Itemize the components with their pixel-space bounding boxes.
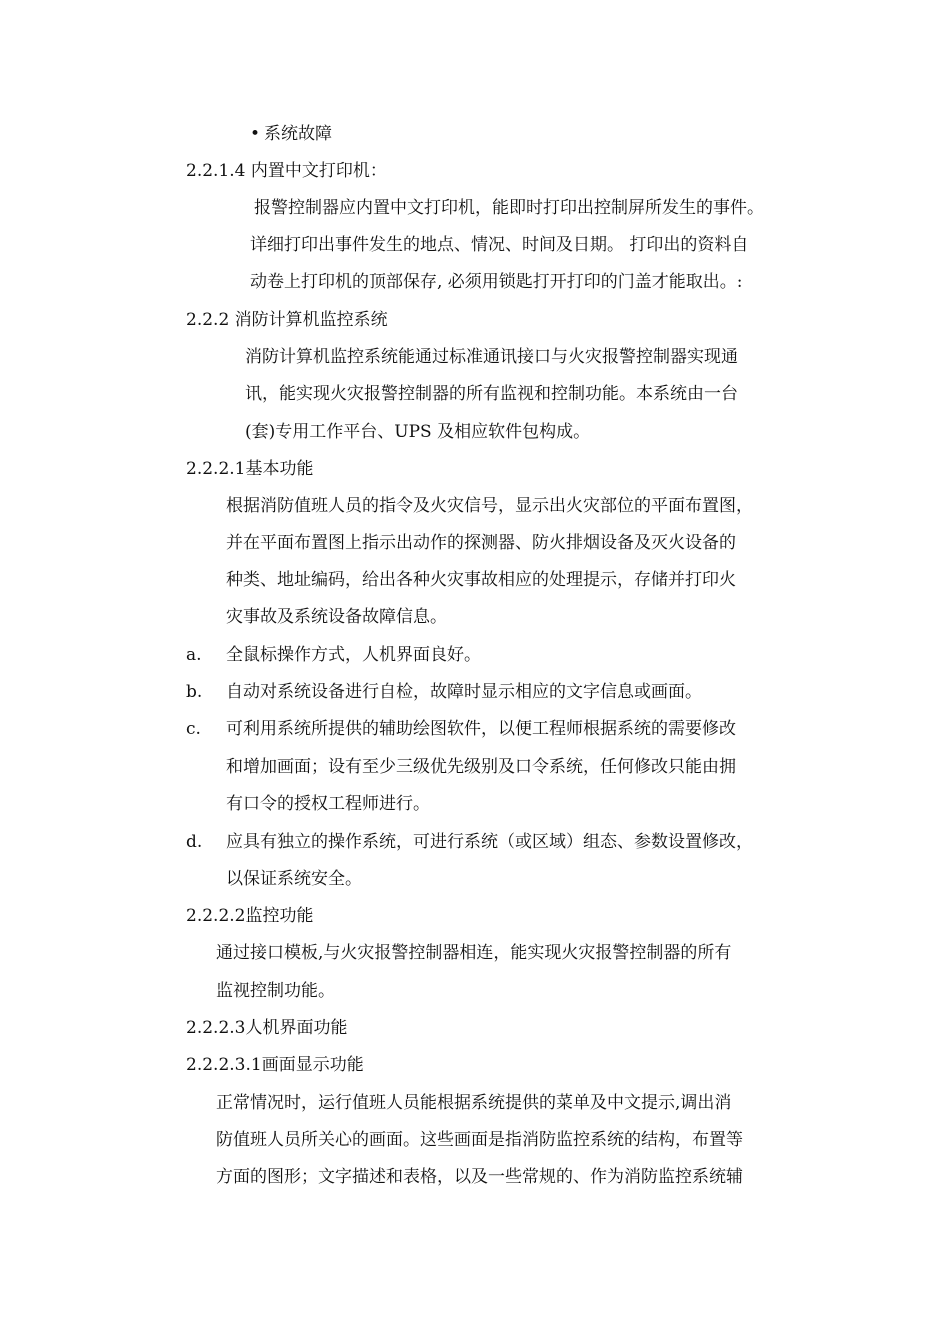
bullet-marker: •	[250, 124, 261, 144]
paragraph-line: 防值班人员所关心的画面。这些画面是指消防监控系统的结构，布置等	[216, 1130, 743, 1150]
list-item: 全鼠标操作方式，人机界面良好。	[226, 645, 481, 665]
section-heading-2-2-2-2: 2.2.2.2监控功能	[186, 906, 314, 926]
paragraph-line: 灾事故及系统设备故障信息。	[226, 607, 447, 627]
paragraph-line: 正常情况时，运行值班人员能根据系统提供的菜单及中文提示,调出消	[216, 1093, 732, 1113]
list-marker: a.	[186, 645, 202, 665]
list-item-continuation: 有口令的授权工程师进行。	[226, 794, 430, 814]
list-item: 应具有独立的操作系统，可进行系统（或区域）组态、参数设置修改，	[226, 832, 753, 852]
paragraph-line: 报警控制器应内置中文打印机，能即时打印出控制屏所发生的事件。	[254, 198, 764, 218]
list-marker: c.	[186, 719, 201, 739]
section-heading-2-2-1-4: 2.2.1.4 内置中文打印机：	[186, 161, 387, 181]
bullet-text: 系统故障	[264, 124, 332, 144]
list-item: 自动对系统设备进行自检，故障时显示相应的文字信息或画面。	[226, 682, 702, 702]
section-heading-2-2-2-3-1: 2.2.2.3.1画面显示功能	[186, 1055, 364, 1075]
list-marker: b.	[186, 682, 203, 702]
list-item: 可利用系统所提供的辅助绘图软件，以便工程师根据系统的需要修改	[226, 719, 736, 739]
paragraph-line: 动卷上打印机的顶部保存, 必须用锁匙打开打印的门盖才能取出。:	[250, 272, 743, 292]
paragraph-line: 通过接口模板,与火灾报警控制器相连，能实现火灾报警控制器的所有	[216, 943, 732, 963]
list-item-continuation: 和增加画面；设有至少三级优先级别及口令系统，任何修改只能由拥	[226, 757, 736, 777]
paragraph-line: 消防计算机监控系统能通过标准通讯接口与火灾报警控制器实现通	[245, 347, 738, 367]
paragraph-line: 讯，能实现火灾报警控制器的所有监视和控制功能。本系统由一台	[245, 384, 738, 404]
paragraph-line: 详细打印出事件发生的地点、情况、时间及日期。 打印出的资料自	[250, 235, 749, 255]
list-item-continuation: 以保证系统安全。	[226, 869, 362, 889]
paragraph-line: 并在平面布置图上指示出动作的探测器、防火排烟设备及灭火设备的	[226, 533, 736, 553]
paragraph-line: 监视控制功能。	[216, 981, 335, 1001]
paragraph-line: 根据消防值班人员的指令及火灾信号，显示出火灾部位的平面布置图，	[226, 496, 753, 516]
paragraph-line: (套)专用工作平台、UPS 及相应软件包构成。	[245, 422, 591, 442]
section-heading-2-2-2-3: 2.2.2.3人机界面功能	[186, 1018, 348, 1038]
list-marker: d.	[186, 832, 203, 852]
paragraph-line: 种类、地址编码，给出各种火灾事故相应的处理提示，存储并打印火	[226, 570, 736, 590]
section-heading-2-2-2: 2.2.2 消防计算机监控系统	[186, 310, 388, 330]
paragraph-line: 方面的图形；文字描述和表格，以及一些常规的、作为消防监控系统辅	[216, 1167, 743, 1187]
section-heading-2-2-2-1: 2.2.2.1基本功能	[186, 459, 314, 479]
